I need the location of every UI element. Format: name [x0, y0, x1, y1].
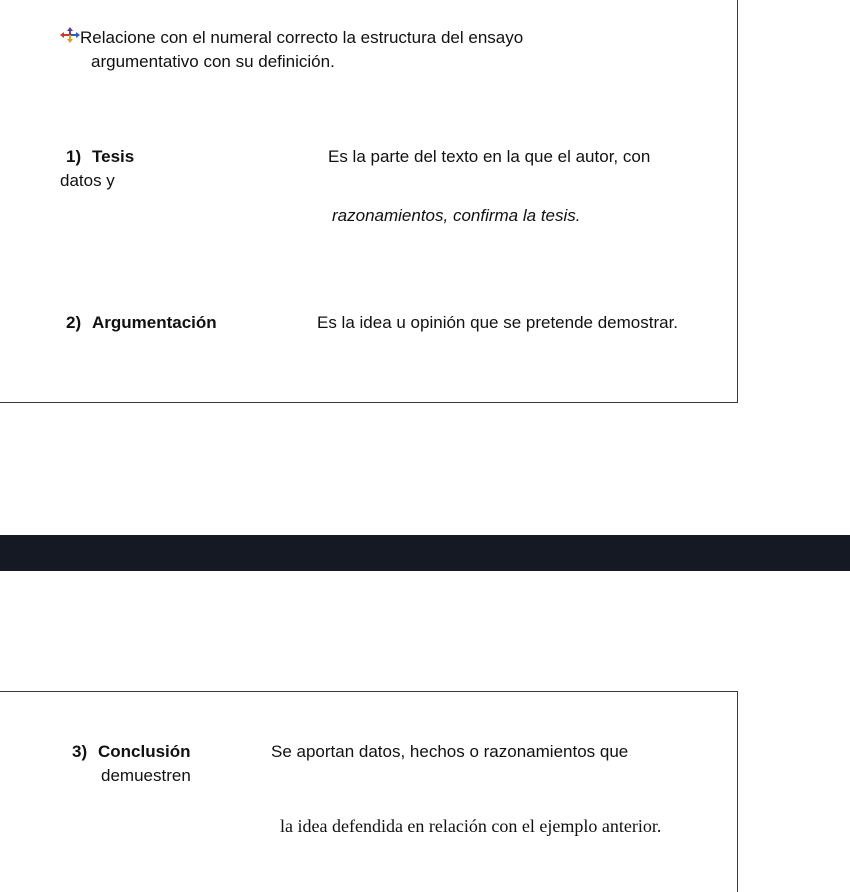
item-3-term-continuation: demuestren	[101, 766, 191, 785]
four-way-arrow-icon	[60, 27, 80, 43]
item-1-term-continuation: datos y	[60, 171, 115, 190]
dark-separator-band	[0, 535, 850, 571]
item-2-term: Argumentación	[92, 313, 217, 332]
item-1-definition-line-1: Es la parte del texto en la que el autor, con	[328, 147, 651, 166]
item-3-number: 3)	[72, 742, 88, 761]
document-page-bottom	[0, 691, 738, 892]
item-1-term: Tesis	[92, 147, 135, 166]
instruction-line-1: Relacione con el numeral correcto la estructura del ensayo	[80, 28, 524, 47]
item-1-definition-line-2: razonamientos, confirma la tesis.	[332, 206, 581, 225]
item-1-number: 1)	[66, 147, 82, 166]
item-2-number: 2)	[66, 313, 82, 332]
item-3-definition-line-1: Se aportan datos, hechos o razonamientos que	[271, 742, 629, 761]
item-2-definition: Es la idea u opinión que se pretende demostrar.	[317, 313, 679, 332]
item-3-term: Conclusión	[98, 742, 191, 761]
item-3-definition-line-2: la idea defendida en relación con el ejemplo anterior.	[280, 816, 662, 836]
instruction-line-2: argumentativo con su definición.	[91, 52, 335, 71]
